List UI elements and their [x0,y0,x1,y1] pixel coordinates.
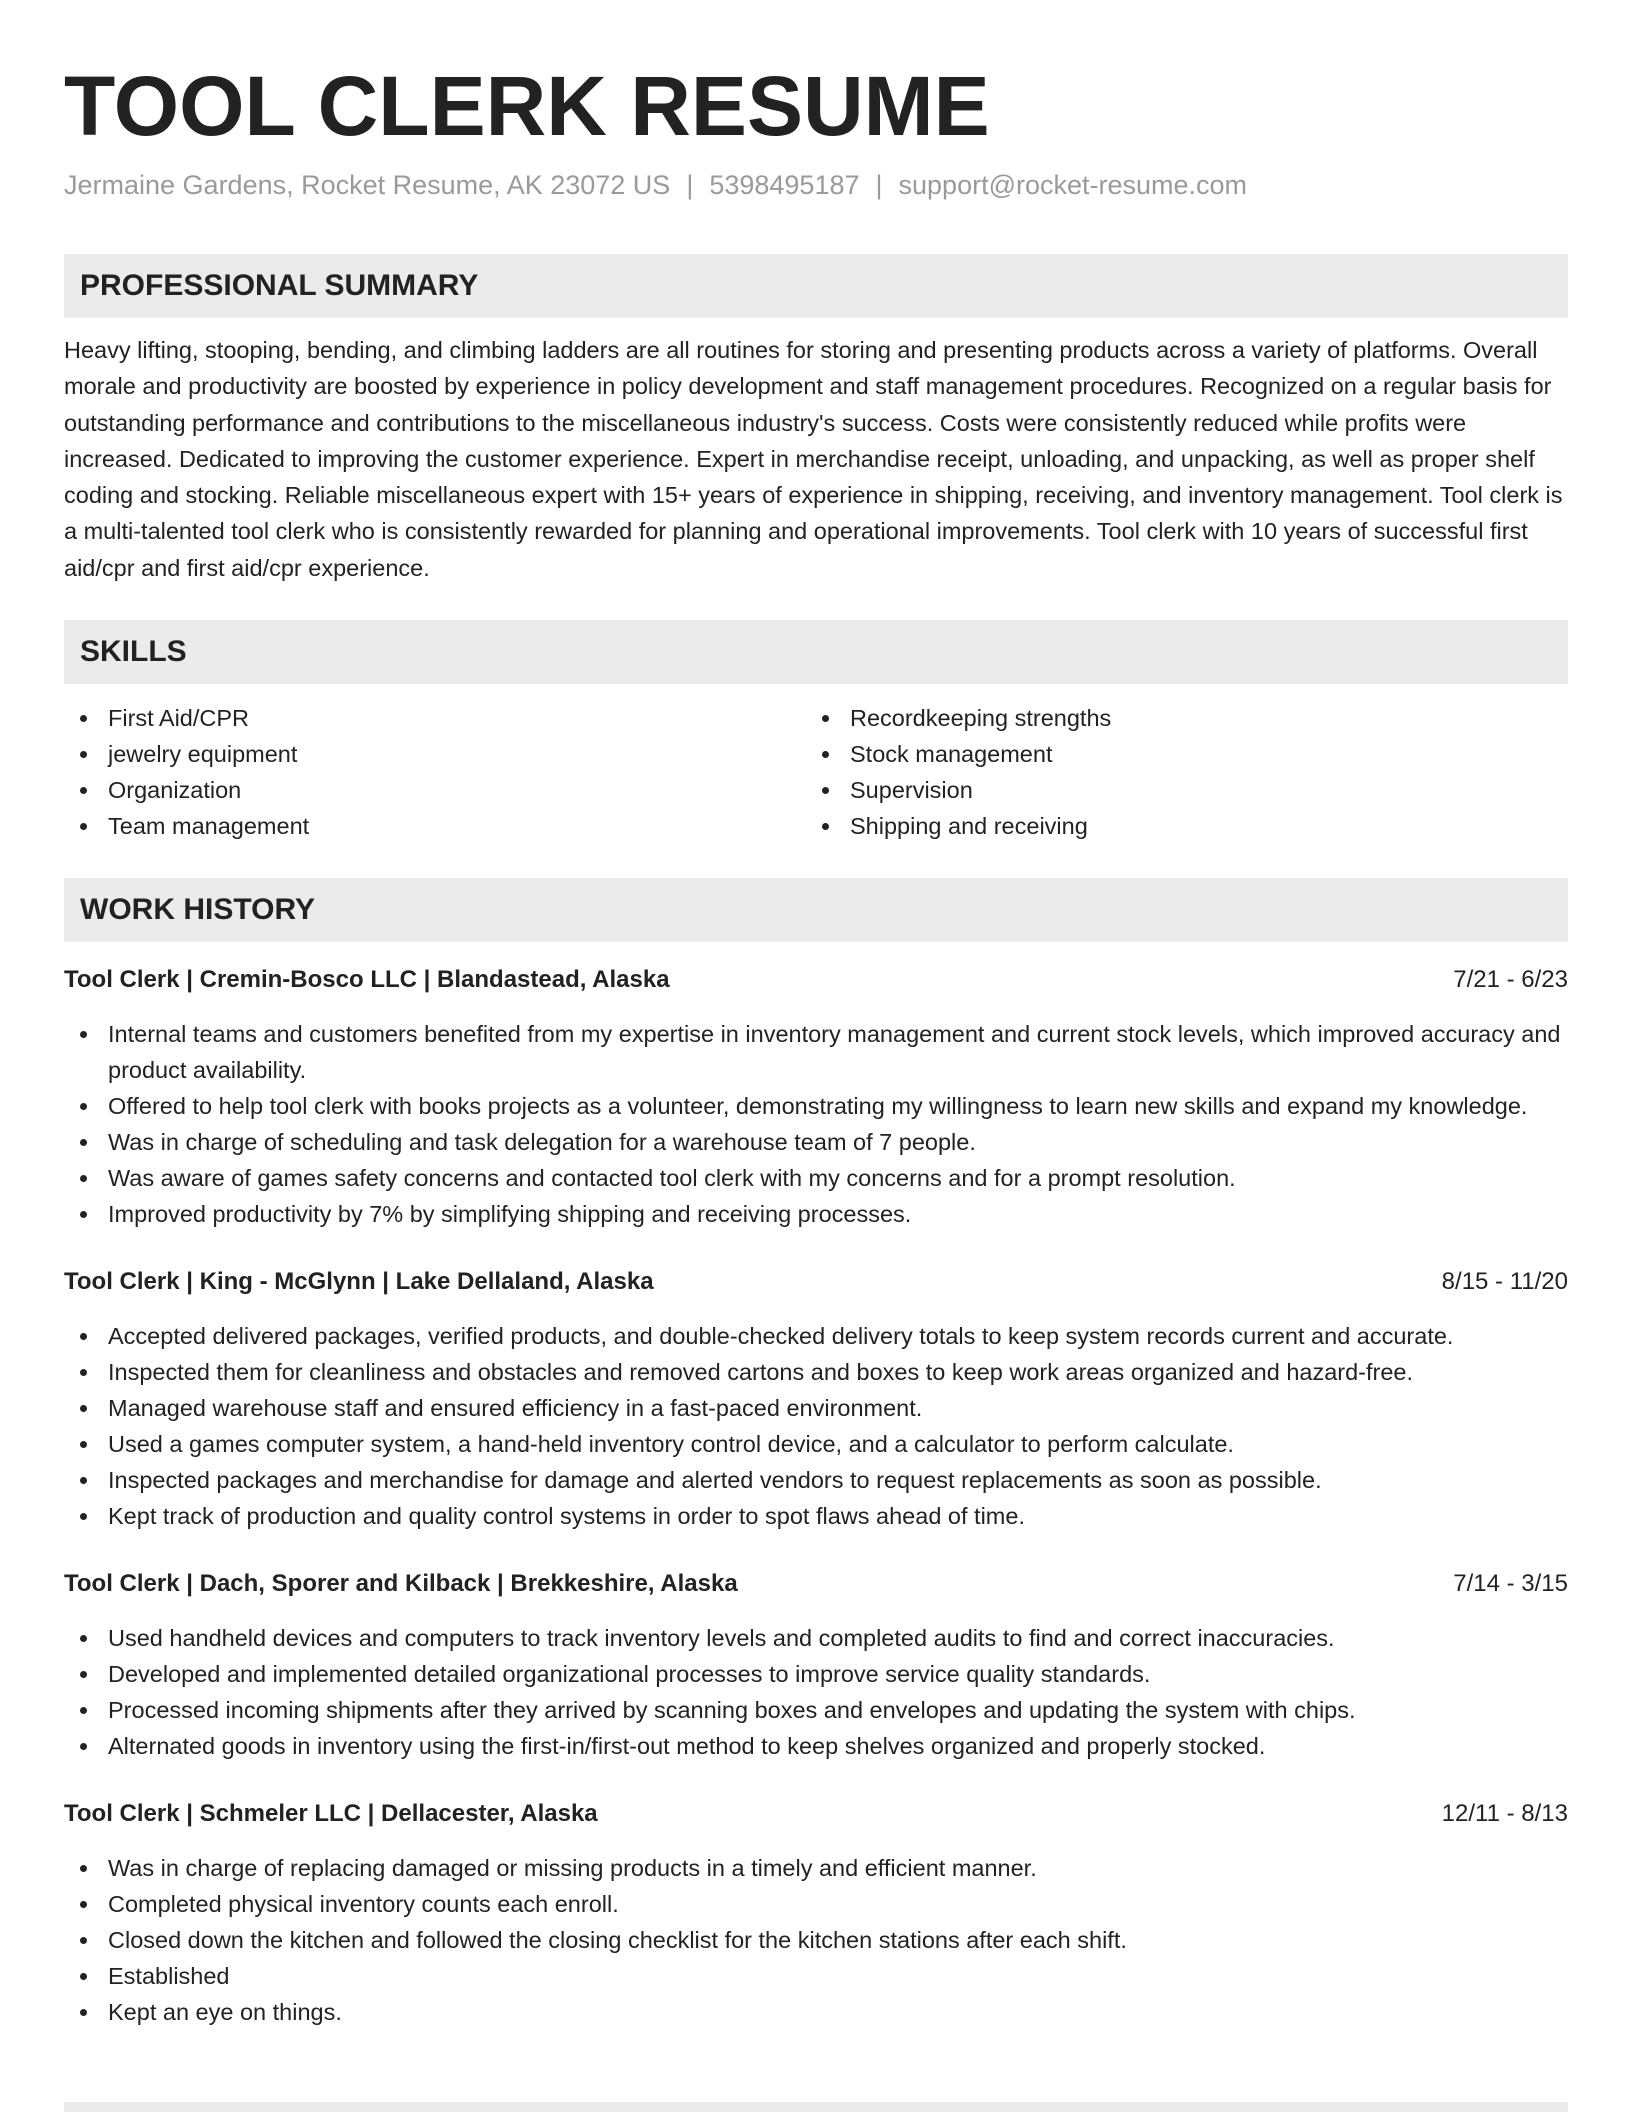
job-header [64,962,1568,998]
job-dates: 7/21 - 6/23 [1453,966,1568,994]
job-bullet: Alternated goods in inventory using the first-in/first-out method to keep shelves organized and properly stocked. [64,1728,1568,1764]
job-bullet: Was in charge of scheduling and task delegation for a warehouse team of 7 people. [64,1124,1568,1160]
job-entry [64,1796,1568,2030]
next-section-bar [64,2102,1568,2112]
job-bullets [64,1318,1568,1534]
job-bullet: Was aware of games safety concerns and contacted tool clerk with my concerns and for a prompt resolution. [64,1160,1568,1196]
contact-separator: | [875,170,883,200]
skill-item: Shipping and receiving [806,808,1548,844]
job-bullet: Internal teams and customers benefited from my expertise in inventory management and current stock levels, which improved accuracy and product availability. [64,1016,1568,1088]
skills-column-right [806,700,1548,844]
job-header [64,1264,1568,1300]
job-bullets [64,1850,1568,2030]
contact-phone: 5398495187 [709,170,860,200]
job-dates: 12/11 - 8/13 [1441,1800,1568,1828]
job-dates: 8/15 - 11/20 [1441,1268,1568,1296]
job-title: Tool Clerk | King - McGlynn | Lake Dellaland, Alaska [64,1268,654,1296]
job-bullet: Improved productivity by 7% by simplifying shipping and receiving processes. [64,1196,1568,1232]
skill-item: jewelry equipment [64,736,806,772]
job-header [64,1566,1568,1602]
resume-title: TOOL CLERK RESUME [64,59,990,153]
job-bullet: Offered to help tool clerk with books projects as a volunteer, demonstrating my willingness to learn new skills and expand my knowledge. [64,1088,1568,1124]
job-bullet: Processed incoming shipments after they arrived by scanning boxes and envelopes and updating the system with chips. [64,1692,1568,1728]
job-bullets [64,1620,1568,1764]
skill-item: Stock management [806,736,1548,772]
job-bullet: Kept track of production and quality control systems in order to spot flaws ahead of time. [64,1498,1568,1534]
work-history-heading: WORK HISTORY [64,878,1568,942]
job-title: Tool Clerk | Dach, Sporer and Kilback | Brekkeshire, Alaska [64,1570,738,1598]
resume-page [64,0,1568,2030]
job-bullet: Used a games computer system, a hand-held inventory control device, and a calculator to perform calculate. [64,1426,1568,1462]
skill-item: First Aid/CPR [64,700,806,736]
skill-item: Organization [64,772,806,808]
job-dates: 7/14 - 3/15 [1453,1570,1568,1598]
job-entry [64,962,1568,1232]
summary-text: Heavy lifting, stooping, bending, and climbing ladders are all routines for storing and presenting products across a variety of platforms. Overall morale and productivity are boosted by experience in policy development and staff management procedures. Recognized on a regular basis for outstanding performance and contributions to the miscellaneous industry's success. Costs were consistently reduced while profits were increased. Dedicated to improving the customer experience. Expert in merchandise receipt, unloading, and unpacking, as well as proper shelf coding and stocking. Reliable miscellaneous expert with 15+ years of experience in shipping, receiving, and inventory management. Tool clerk is a multi-talented tool clerk who is consistently rewarded for planning and operational improvements. Tool clerk with 10 years of successful first aid/cpr and first aid/cpr experience. [64,337,1563,581]
job-bullet: Completed physical inventory counts each enroll. [64,1886,1568,1922]
contact-line [64,168,1568,202]
skill-item: Supervision [806,772,1548,808]
job-title: Tool Clerk | Cremin-Bosco LLC | Blandastead, Alaska [64,966,670,994]
skill-item: Recordkeeping strengths [806,700,1548,736]
job-bullet: Managed warehouse staff and ensured efficiency in a fast-paced environment. [64,1390,1568,1426]
job-bullets [64,1016,1568,1232]
summary-heading: PROFESSIONAL SUMMARY [64,254,1568,318]
job-entry [64,1264,1568,1534]
skill-item: Team management [64,808,806,844]
contact-email: support@rocket-resume.com [898,170,1248,200]
job-bullet: Kept an eye on things. [64,1994,1568,2030]
skills-grid [64,700,1568,844]
job-title: Tool Clerk | Schmeler LLC | Dellacester, Alaska [64,1800,598,1828]
job-bullet: Accepted delivered packages, verified products, and double-checked delivery totals to keep system records current and accurate. [64,1318,1568,1354]
job-bullet: Established [64,1958,1568,1994]
job-bullet: Developed and implemented detailed organizational processes to improve service quality standards. [64,1656,1568,1692]
job-bullet: Closed down the kitchen and followed the closing checklist for the kitchen stations after each shift. [64,1922,1568,1958]
job-header [64,1796,1568,1832]
contact-separator: | [686,170,694,200]
job-bullet: Inspected packages and merchandise for damage and alerted vendors to request replacements as soon as possible. [64,1462,1568,1498]
skills-column-left [64,700,806,844]
job-bullet: Inspected them for cleanliness and obstacles and removed cartons and boxes to keep work areas organized and hazard-free. [64,1354,1568,1390]
job-entry [64,1566,1568,1764]
job-bullet: Was in charge of replacing damaged or missing products in a timely and efficient manner. [64,1850,1568,1886]
skills-heading: SKILLS [64,620,1568,684]
contact-address: Jermaine Gardens, Rocket Resume, AK 23072 US [64,170,671,200]
job-bullet: Used handheld devices and computers to track inventory levels and completed audits to find and correct inaccuracies. [64,1620,1568,1656]
